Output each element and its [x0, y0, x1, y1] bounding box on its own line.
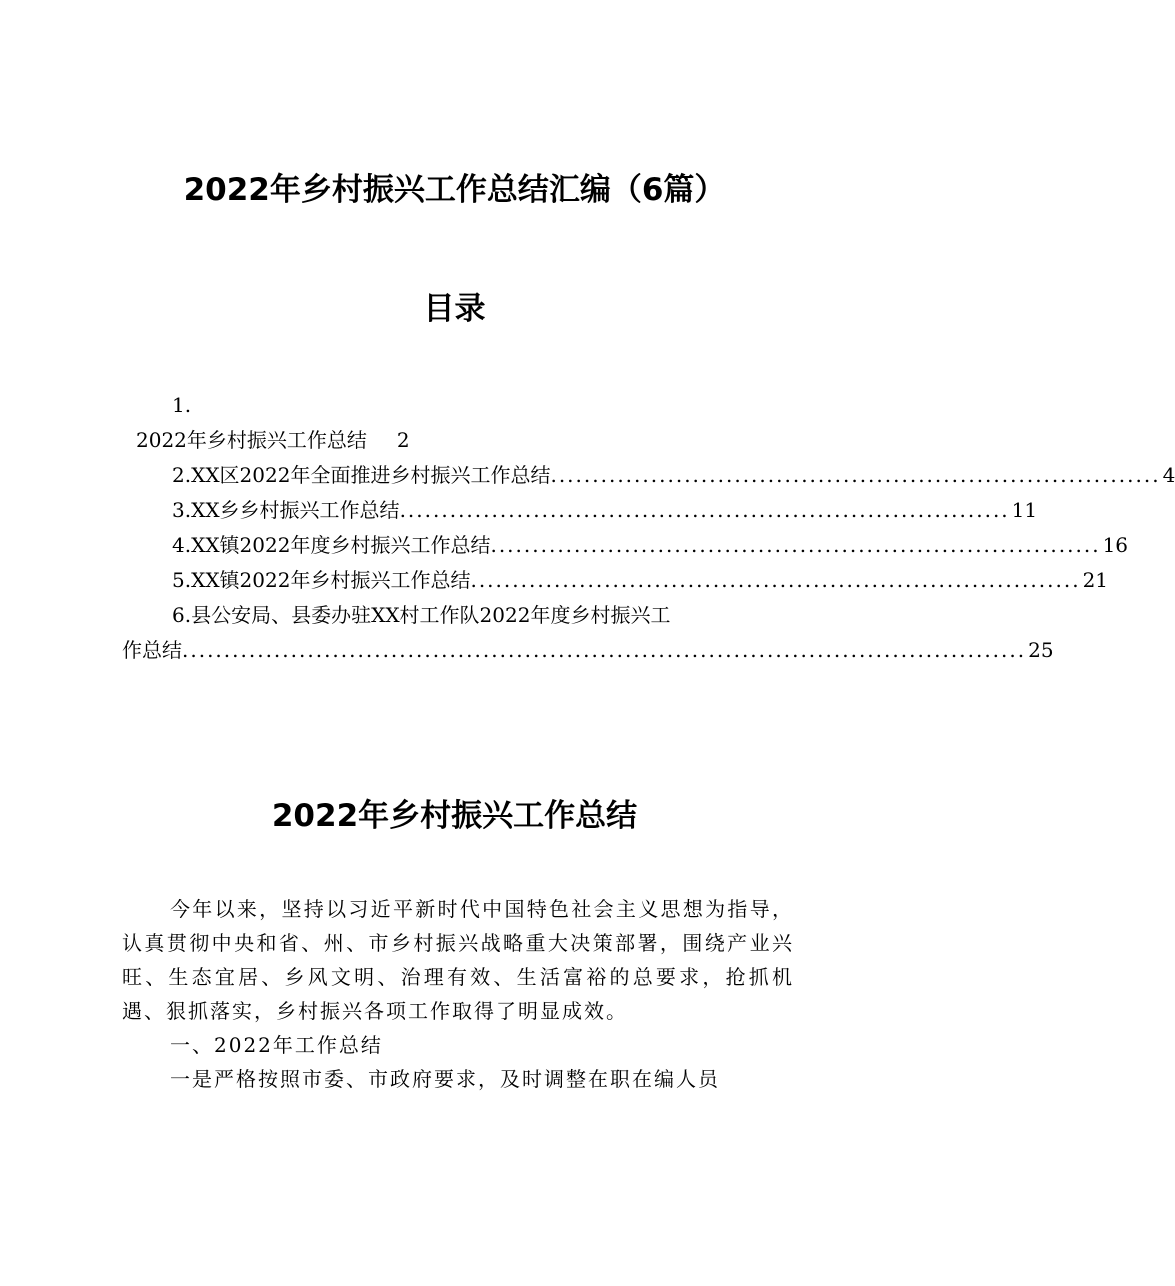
body-paragraph: 一是严格按照市委、市政府要求，及时调整在职在编人员: [170, 1067, 720, 1091]
toc-leader-dots: .........................................................................: [490, 533, 1101, 557]
toc-item-6-title-part-2: 作总结: [122, 638, 182, 662]
toc-item-page: 16: [1102, 533, 1129, 557]
body-paragraph: 今年以来，坚持以习近平新时代中国特色社会主义思想为指导，认真贯彻中央和省、州、市乡村振兴战略重大决策部署，围绕产业兴旺、生态宜居、乡风文明、治理有效、生活富裕的总要求，抢抓机遇、狠抓落实，乡村振兴各项工作取得了明显成效。: [122, 897, 794, 1023]
toc-item-title: 3.XX乡乡村振兴工作总结: [172, 498, 400, 522]
toc-item-title: 5.XX镇2022年乡村振兴工作总结: [172, 568, 471, 592]
toc-item-1-number: 1.: [172, 393, 192, 417]
section-body: [122, 892, 794, 1096]
body-heading: 一、2022年工作总结: [170, 1033, 383, 1057]
table-of-contents: [122, 388, 1175, 668]
toc-item-page: 4: [1162, 463, 1175, 487]
toc-item-page: 11: [1011, 498, 1038, 522]
toc-heading: 目录: [423, 291, 486, 327]
section-title: 2022年乡村振兴工作总结: [271, 798, 638, 834]
toc-leader-dots: .........................................................................: [470, 568, 1081, 592]
toc-item-1[interactable]: [122, 423, 802, 458]
toc-item-5[interactable]: [122, 563, 1109, 598]
toc-leader-dots: .........................................................................: [399, 498, 1010, 522]
toc-item-3[interactable]: [122, 493, 1038, 528]
toc-item-6-title-part-1: 6.县公安局、县委办驻XX村工作队2022年度乡村振兴工: [172, 603, 671, 627]
toc-item-1-title: 2022年乡村振兴工作总结: [136, 428, 367, 452]
toc-item-1-number-line[interactable]: [122, 388, 802, 423]
toc-item-1-page: 2: [396, 428, 410, 452]
toc-item-title: 4.XX镇2022年度乡村振兴工作总结: [172, 533, 491, 557]
toc-item-6-line-1[interactable]: [122, 598, 802, 633]
document-title: 2022年乡村振兴工作总结汇编（6篇）: [183, 172, 726, 208]
toc-leader-dots: .....................................................................................................: [182, 638, 1027, 662]
toc-item-2[interactable]: [122, 458, 1175, 493]
toc-item-6-line-2[interactable]: [122, 633, 1054, 668]
toc-leader-dots: .........................................................................: [550, 463, 1161, 487]
toc-item-page: 21: [1082, 568, 1109, 592]
toc-item-page: 25: [1028, 638, 1054, 662]
toc-item-title: 2.XX区2022年全面推进乡村振兴工作总结: [172, 463, 551, 487]
toc-item-4[interactable]: [122, 528, 1129, 563]
